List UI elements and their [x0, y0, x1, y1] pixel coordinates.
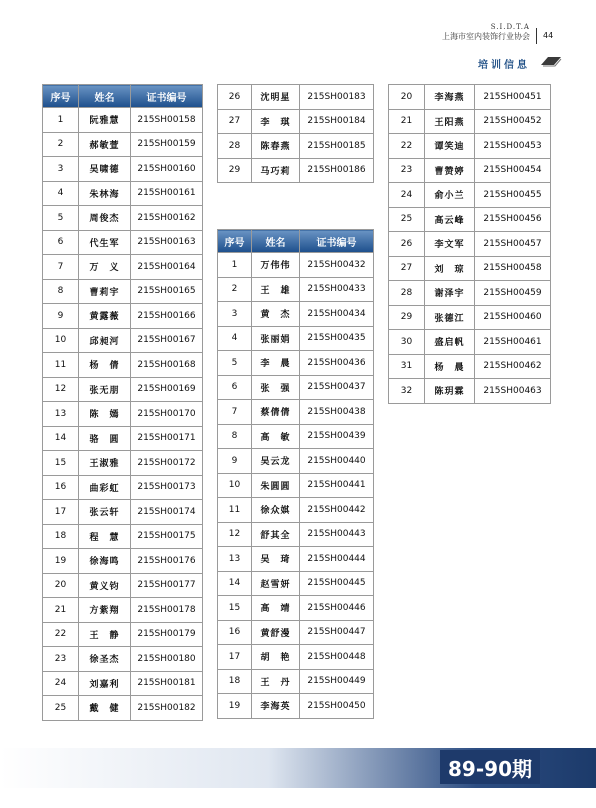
certificate-number: 215SH00441: [300, 473, 374, 498]
table-row: [218, 375, 374, 400]
row-seq: 1: [43, 108, 79, 133]
table-row: [218, 694, 374, 719]
certificate-number: 215SH00440: [300, 449, 374, 474]
certificate-number: 215SH00461: [475, 330, 551, 355]
member-name: 赵雪妍: [252, 571, 300, 596]
table-row: [43, 377, 203, 402]
table-row: [218, 302, 374, 327]
table-row: [218, 522, 374, 547]
row-seq: 9: [43, 304, 79, 329]
row-seq: 17: [43, 500, 79, 525]
member-name: 高 靖: [252, 596, 300, 621]
member-name: 周俊杰: [79, 206, 131, 231]
row-seq: 13: [218, 547, 252, 572]
certificate-number: 215SH00164: [131, 255, 203, 280]
table-row: [43, 206, 203, 231]
member-name: 戴 健: [79, 696, 131, 721]
issue-number: 89-90期: [440, 750, 540, 784]
table-row: [218, 158, 374, 183]
certificate-number: 215SH00178: [131, 598, 203, 623]
member-name: 蔡倩倩: [252, 400, 300, 425]
row-seq: 6: [218, 375, 252, 400]
certificate-number: 215SH00177: [131, 573, 203, 598]
member-name: 黄 杰: [252, 302, 300, 327]
row-seq: 29: [389, 305, 425, 330]
member-name: 张云轩: [79, 500, 131, 525]
certificate-number: 215SH00460: [475, 305, 551, 330]
certificate-number: 215SH00444: [300, 547, 374, 572]
row-seq: 23: [389, 158, 425, 183]
member-name: 高云峰: [425, 207, 475, 232]
org-name-cn: 上海市室内装饰行业协会: [442, 32, 530, 41]
certificate-number: 215SH00458: [475, 256, 551, 281]
table-row: [43, 524, 203, 549]
member-name: 刘 琼: [425, 256, 475, 281]
table-row: [43, 304, 203, 329]
certificate-number: 215SH00454: [475, 158, 551, 183]
certificate-number: 215SH00180: [131, 647, 203, 672]
table-row: [43, 353, 203, 378]
member-name: 马巧莉: [252, 158, 300, 183]
row-seq: 7: [218, 400, 252, 425]
table-row: [218, 253, 374, 278]
member-name: 曹赞婷: [425, 158, 475, 183]
table-row: [218, 109, 374, 134]
certificate-number: 215SH00170: [131, 402, 203, 427]
roster-table-4: [388, 84, 551, 404]
table-row: [218, 669, 374, 694]
certificate-number: 215SH00446: [300, 596, 374, 621]
table-row: [218, 645, 374, 670]
row-seq: 25: [43, 696, 79, 721]
certificate-number: 215SH00158: [131, 108, 203, 133]
table-row: [389, 85, 551, 110]
table-row: [43, 230, 203, 255]
member-name: 王阳燕: [425, 109, 475, 134]
member-name: 黄义钧: [79, 573, 131, 598]
member-name: 李 晨: [252, 351, 300, 376]
certificate-number: 215SH00457: [475, 232, 551, 257]
row-seq: 21: [389, 109, 425, 134]
row-seq: 4: [218, 326, 252, 351]
certificate-number: 215SH00437: [300, 375, 374, 400]
table-row: [218, 547, 374, 572]
roster-table-2: [217, 84, 374, 183]
member-name: 邱昶河: [79, 328, 131, 353]
row-seq: 9: [218, 449, 252, 474]
certificate-number: 215SH00161: [131, 181, 203, 206]
header-divider: [536, 28, 537, 44]
certificate-number: 215SH00183: [300, 85, 374, 110]
member-name: 徐圣杰: [79, 647, 131, 672]
row-seq: 26: [389, 232, 425, 257]
certificate-number: 215SH00445: [300, 571, 374, 596]
col-header-name: 姓名: [252, 230, 300, 253]
row-seq: 16: [218, 620, 252, 645]
row-seq: 10: [43, 328, 79, 353]
row-seq: 19: [218, 694, 252, 719]
member-name: 张无朋: [79, 377, 131, 402]
row-seq: 5: [218, 351, 252, 376]
row-seq: 3: [218, 302, 252, 327]
member-name: 盛启帆: [425, 330, 475, 355]
row-seq: 27: [218, 109, 252, 134]
table-row: [218, 449, 374, 474]
member-name: 黄舒漫: [252, 620, 300, 645]
member-name: 王淑雅: [79, 451, 131, 476]
table-row: [218, 326, 374, 351]
row-seq: 8: [218, 424, 252, 449]
table-row: [43, 402, 203, 427]
member-name: 杨 晨: [425, 354, 475, 379]
row-seq: 14: [218, 571, 252, 596]
row-seq: 25: [389, 207, 425, 232]
row-seq: 7: [43, 255, 79, 280]
member-name: 李 琪: [252, 109, 300, 134]
book-icon: [540, 55, 562, 67]
member-name: 王 丹: [252, 669, 300, 694]
member-name: 李海燕: [425, 85, 475, 110]
member-name: 吴 琦: [252, 547, 300, 572]
table-row: [218, 596, 374, 621]
member-name: 张 强: [252, 375, 300, 400]
table-row: [218, 571, 374, 596]
certificate-number: 215SH00456: [475, 207, 551, 232]
row-seq: 13: [43, 402, 79, 427]
row-seq: 18: [43, 524, 79, 549]
org-header: [442, 23, 530, 41]
table-row: [43, 132, 203, 157]
member-name: 徐海鸣: [79, 549, 131, 574]
row-seq: 6: [43, 230, 79, 255]
table-row: [218, 277, 374, 302]
certificate-number: 215SH00162: [131, 206, 203, 231]
certificate-number: 215SH00443: [300, 522, 374, 547]
row-seq: 12: [218, 522, 252, 547]
row-seq: 20: [43, 573, 79, 598]
member-name: 曹莉宇: [79, 279, 131, 304]
table-row: [389, 256, 551, 281]
table-row: [389, 109, 551, 134]
certificate-number: 215SH00186: [300, 158, 374, 183]
table-row: [389, 232, 551, 257]
certificate-number: 215SH00433: [300, 277, 374, 302]
row-seq: 17: [218, 645, 252, 670]
certificate-number: 215SH00459: [475, 281, 551, 306]
table-row: [43, 696, 203, 721]
certificate-number: 215SH00447: [300, 620, 374, 645]
section-title: 培训信息: [478, 60, 530, 71]
roster-table-3: [217, 229, 374, 719]
table-row: [43, 181, 203, 206]
member-name: 方紫翔: [79, 598, 131, 623]
member-name: 舒其全: [252, 522, 300, 547]
certificate-number: 215SH00450: [300, 694, 374, 719]
certificate-number: 215SH00166: [131, 304, 203, 329]
certificate-number: 215SH00453: [475, 134, 551, 159]
member-name: 程 慧: [79, 524, 131, 549]
certificate-number: 215SH00448: [300, 645, 374, 670]
row-seq: 2: [218, 277, 252, 302]
member-name: 吴啸德: [79, 157, 131, 182]
row-seq: 22: [389, 134, 425, 159]
member-name: 胡 艳: [252, 645, 300, 670]
member-name: 朱圆圆: [252, 473, 300, 498]
certificate-number: 215SH00165: [131, 279, 203, 304]
certificate-number: 215SH00174: [131, 500, 203, 525]
table-row: [43, 671, 203, 696]
certificate-number: 215SH00185: [300, 134, 374, 159]
table-row: [389, 281, 551, 306]
member-name: 代生军: [79, 230, 131, 255]
member-name: 阮雅慧: [79, 108, 131, 133]
member-name: 杨 倩: [79, 353, 131, 378]
table-row: [389, 158, 551, 183]
certificate-number: 215SH00168: [131, 353, 203, 378]
table-row: [43, 451, 203, 476]
row-seq: 32: [389, 379, 425, 404]
table-row: [389, 354, 551, 379]
table-row: [218, 351, 374, 376]
certificate-number: 215SH00438: [300, 400, 374, 425]
certificate-number: 215SH00167: [131, 328, 203, 353]
row-seq: 21: [43, 598, 79, 623]
certificate-number: 215SH00434: [300, 302, 374, 327]
table-row: [43, 573, 203, 598]
certificate-number: 215SH00439: [300, 424, 374, 449]
certificate-number: 215SH00181: [131, 671, 203, 696]
col-header-seq: 序号: [43, 85, 79, 108]
member-name: 谢泽宇: [425, 281, 475, 306]
member-name: 徐众娸: [252, 498, 300, 523]
row-seq: 5: [43, 206, 79, 231]
row-seq: 23: [43, 647, 79, 672]
row-seq: 12: [43, 377, 79, 402]
certificate-number: 215SH00169: [131, 377, 203, 402]
certificate-number: 215SH00159: [131, 132, 203, 157]
org-name-en: S.I.D.T.A: [490, 23, 530, 31]
col-header-name: 姓名: [79, 85, 131, 108]
certificate-number: 215SH00455: [475, 183, 551, 208]
member-name: 曲彩虹: [79, 475, 131, 500]
table-row: [218, 473, 374, 498]
col-header-cert: 证书编号: [300, 230, 374, 253]
table-row: [43, 598, 203, 623]
table-row: [43, 255, 203, 280]
member-name: 张德江: [425, 305, 475, 330]
certificate-number: 215SH00173: [131, 475, 203, 500]
row-seq: 24: [389, 183, 425, 208]
member-name: 朱林海: [79, 181, 131, 206]
table-row: [389, 305, 551, 330]
member-name: 俞小兰: [425, 183, 475, 208]
member-name: 陈春燕: [252, 134, 300, 159]
row-seq: 20: [389, 85, 425, 110]
certificate-number: 215SH00172: [131, 451, 203, 476]
table-row: [43, 622, 203, 647]
row-seq: 2: [43, 132, 79, 157]
row-seq: 16: [43, 475, 79, 500]
certificate-number: 215SH00171: [131, 426, 203, 451]
member-name: 万 义: [79, 255, 131, 280]
certificate-number: 215SH00182: [131, 696, 203, 721]
certificate-number: 215SH00175: [131, 524, 203, 549]
table-row: [43, 500, 203, 525]
row-seq: 31: [389, 354, 425, 379]
row-seq: 15: [43, 451, 79, 476]
row-seq: 1: [218, 253, 252, 278]
row-seq: 19: [43, 549, 79, 574]
member-name: 王 静: [79, 622, 131, 647]
table-row: [218, 498, 374, 523]
col-header-seq: 序号: [218, 230, 252, 253]
row-seq: 10: [218, 473, 252, 498]
row-seq: 22: [43, 622, 79, 647]
table-row: [389, 330, 551, 355]
row-seq: 26: [218, 85, 252, 110]
certificate-number: 215SH00160: [131, 157, 203, 182]
table-row: [389, 183, 551, 208]
table-row: [218, 424, 374, 449]
member-name: 王 雄: [252, 277, 300, 302]
member-name: 李海英: [252, 694, 300, 719]
row-seq: 11: [218, 498, 252, 523]
table-row: [218, 134, 374, 159]
certificate-number: 215SH00432: [300, 253, 374, 278]
row-seq: 18: [218, 669, 252, 694]
table-row: [218, 85, 374, 110]
certificate-number: 215SH00436: [300, 351, 374, 376]
member-name: 刘嘉利: [79, 671, 131, 696]
row-seq: 28: [389, 281, 425, 306]
table-row: [389, 207, 551, 232]
row-seq: 29: [218, 158, 252, 183]
certificate-number: 215SH00163: [131, 230, 203, 255]
row-seq: 4: [43, 181, 79, 206]
row-seq: 3: [43, 157, 79, 182]
table-row: [389, 134, 551, 159]
page-number: 44: [543, 31, 554, 40]
table-row: [43, 328, 203, 353]
table-row: [43, 279, 203, 304]
row-seq: 30: [389, 330, 425, 355]
member-name: 李文军: [425, 232, 475, 257]
certificate-number: 215SH00463: [475, 379, 551, 404]
member-name: 万伟伟: [252, 253, 300, 278]
table-row: [218, 400, 374, 425]
member-name: 高 敏: [252, 424, 300, 449]
table-row: [43, 426, 203, 451]
table-row: [389, 379, 551, 404]
member-name: 骆 圆: [79, 426, 131, 451]
table-row: [43, 157, 203, 182]
table-row: [43, 647, 203, 672]
certificate-number: 215SH00451: [475, 85, 551, 110]
table-row: [43, 549, 203, 574]
row-seq: 27: [389, 256, 425, 281]
member-name: 谭笑迪: [425, 134, 475, 159]
member-name: 陈玥霖: [425, 379, 475, 404]
table-row: [43, 475, 203, 500]
certificate-number: 215SH00435: [300, 326, 374, 351]
row-seq: 28: [218, 134, 252, 159]
table-row: [43, 108, 203, 133]
col-header-cert: 证书编号: [131, 85, 203, 108]
member-name: 郝敏萱: [79, 132, 131, 157]
row-seq: 24: [43, 671, 79, 696]
certificate-number: 215SH00176: [131, 549, 203, 574]
table-row: [218, 620, 374, 645]
certificate-number: 215SH00184: [300, 109, 374, 134]
member-name: 黄露薇: [79, 304, 131, 329]
certificate-number: 215SH00462: [475, 354, 551, 379]
member-name: 沈明星: [252, 85, 300, 110]
member-name: 张丽娟: [252, 326, 300, 351]
roster-table-1: [42, 84, 203, 721]
member-name: 陈 嫣: [79, 402, 131, 427]
certificate-number: 215SH00449: [300, 669, 374, 694]
row-seq: 11: [43, 353, 79, 378]
member-name: 吴云龙: [252, 449, 300, 474]
row-seq: 14: [43, 426, 79, 451]
row-seq: 15: [218, 596, 252, 621]
certificate-number: 215SH00442: [300, 498, 374, 523]
certificate-number: 215SH00179: [131, 622, 203, 647]
row-seq: 8: [43, 279, 79, 304]
certificate-number: 215SH00452: [475, 109, 551, 134]
